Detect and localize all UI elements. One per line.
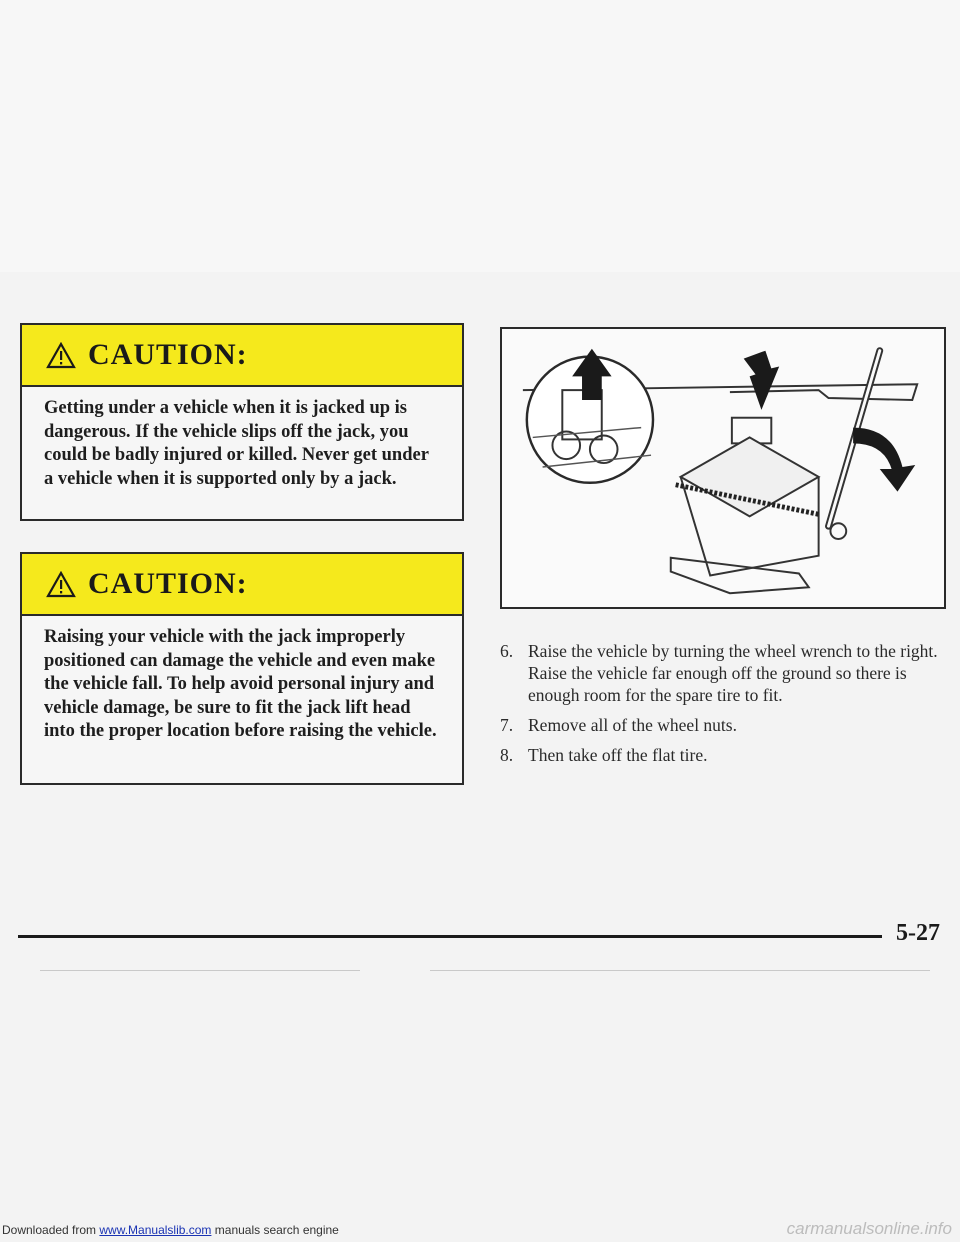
caution-header — [22, 325, 462, 387]
footer-prefix: Downloaded from — [2, 1223, 100, 1237]
step-number: 6. — [500, 641, 514, 661]
page-number: 5-27 — [896, 920, 940, 946]
caution-text: Raising your vehicle with the jack improperly positioned can damage the vehicle and even make the vehicle fall. To help avoid personal injury and vehicle damage, be sure to fit the jack lift head into the proper location before raising the vehicle. — [44, 627, 437, 741]
step-text: Raise the vehicle by turning the wheel wrench to the right. Raise the vehicle far enough off the ground so there is enough room for the spare tire to fit. — [528, 641, 938, 705]
caution-title: CAUTION: — [88, 338, 248, 371]
step-text: Remove all of the wheel nuts. — [528, 715, 737, 735]
down-arrow-icon — [744, 351, 779, 410]
list-item — [500, 640, 945, 706]
caution-box-1 — [20, 323, 464, 521]
page-top-blank — [0, 0, 960, 272]
footer-suffix: manuals search engine — [211, 1223, 339, 1237]
footer-rule — [18, 935, 882, 938]
step-text: Then take off the flat tire. — [528, 745, 708, 765]
instruction-steps — [500, 640, 945, 774]
caution-text: Getting under a vehicle when it is jacked up is dangerous. If the vehicle slips off the jack, you could be badly injured or killed. Never get under a vehicle when it is supported only by a jack. — [44, 398, 429, 489]
list-item — [500, 714, 945, 736]
list-item — [500, 744, 945, 766]
manualslib-link[interactable]: www.Manualslib.com — [99, 1223, 212, 1237]
jack-illustration — [500, 327, 946, 609]
warning-triangle-icon — [46, 342, 76, 369]
divider — [430, 970, 930, 971]
warning-triangle-icon — [46, 571, 76, 598]
caution-header — [22, 554, 462, 616]
step-number: 8. — [500, 745, 514, 765]
caution-title: CAUTION: — [88, 567, 248, 600]
divider — [40, 970, 360, 971]
caution-box-2 — [20, 552, 464, 785]
jack-drawing — [502, 329, 944, 607]
rotate-arrow-icon — [853, 428, 915, 492]
download-footer — [2, 1223, 339, 1237]
step-number: 7. — [500, 715, 514, 735]
watermark: carmanualsonline.info — [786, 1219, 952, 1238]
